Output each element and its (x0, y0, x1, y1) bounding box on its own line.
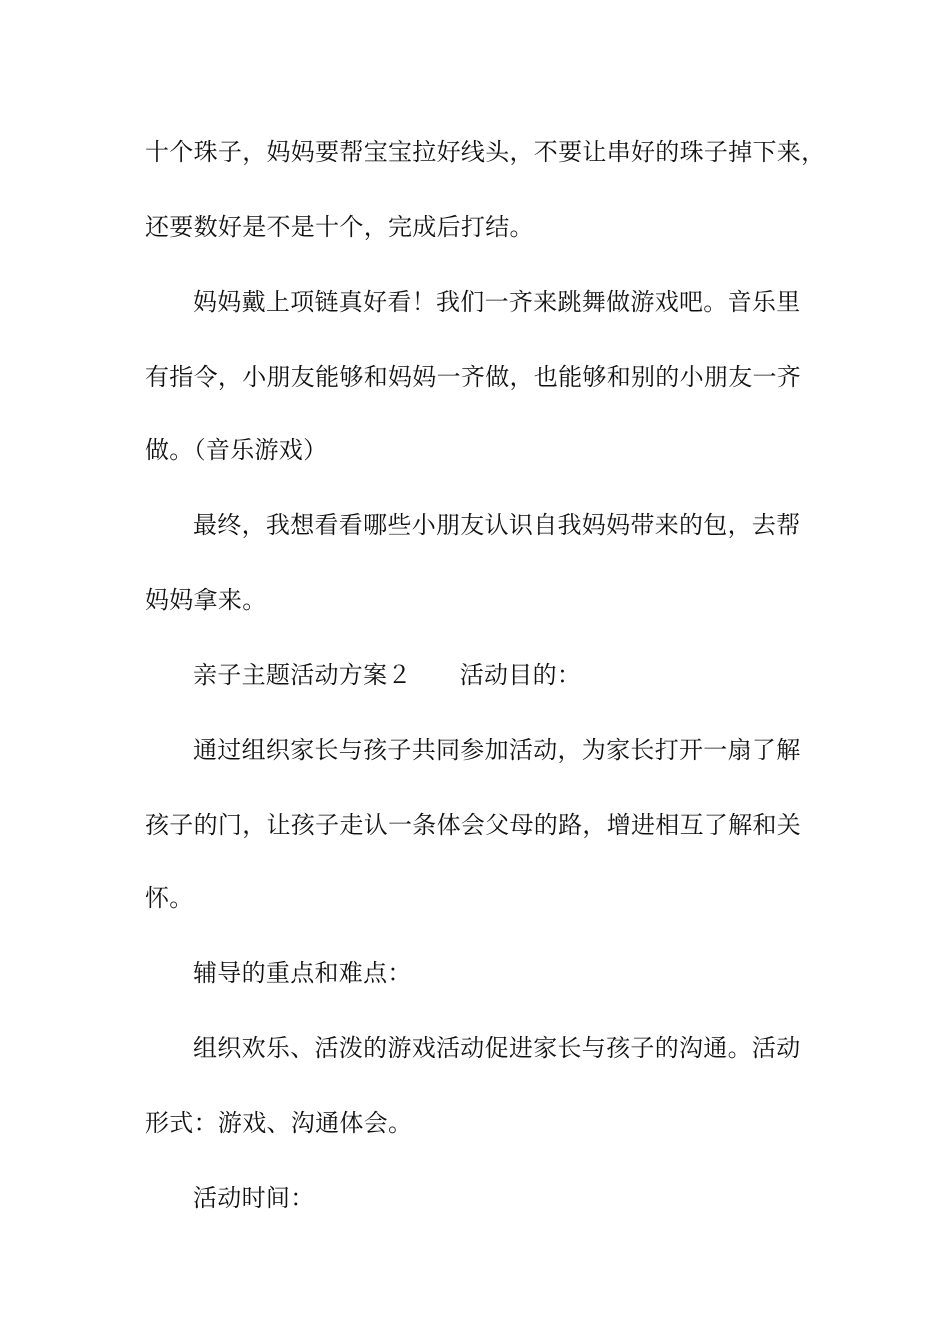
text-line: 怀。 (145, 884, 194, 912)
subheading: 辅导的重点和难点： (193, 959, 412, 987)
paragraph-start: 妈妈戴上项链真好看！我们一齐来跳舞做游戏吧。音乐里 (193, 288, 801, 316)
text-line: 妈妈拿来。 (145, 586, 267, 614)
objective-heading: 活动目的： (459, 661, 582, 689)
paragraph-start: 组织欢乐、活泼的游戏活动促进家长与孩子的沟通。活动 (193, 1034, 801, 1062)
paragraph-start: 最终，我想看看哪些小朋友认识自我妈妈带来的包，去帮 (193, 511, 801, 539)
text-line: 形式：游戏、沟通体会。 (145, 1109, 413, 1137)
section-heading-line (193, 659, 873, 691)
paragraph-start: 通过组织家长与孩子共同参加活动，为家长打开一扇了解 (193, 736, 801, 764)
plan-title: 亲子主题活动方案２ (193, 661, 412, 689)
text-line: 有指令，小朋友能够和妈妈一齐做，也能够和别的小朋友一齐 (145, 363, 802, 391)
subheading: 活动时间： (193, 1184, 315, 1212)
text-line: 孩子的门，让孩子走认一条体会父母的路，增进相互了解和关 (145, 811, 802, 839)
text-line: 还要数好是不是十个，完成后打结。 (145, 213, 534, 241)
text-line: 做。（音乐游戏） (145, 436, 328, 464)
text-line: 十个珠子，妈妈要帮宝宝拉好线头，不要让串好的珠子掉下来， (145, 138, 826, 166)
